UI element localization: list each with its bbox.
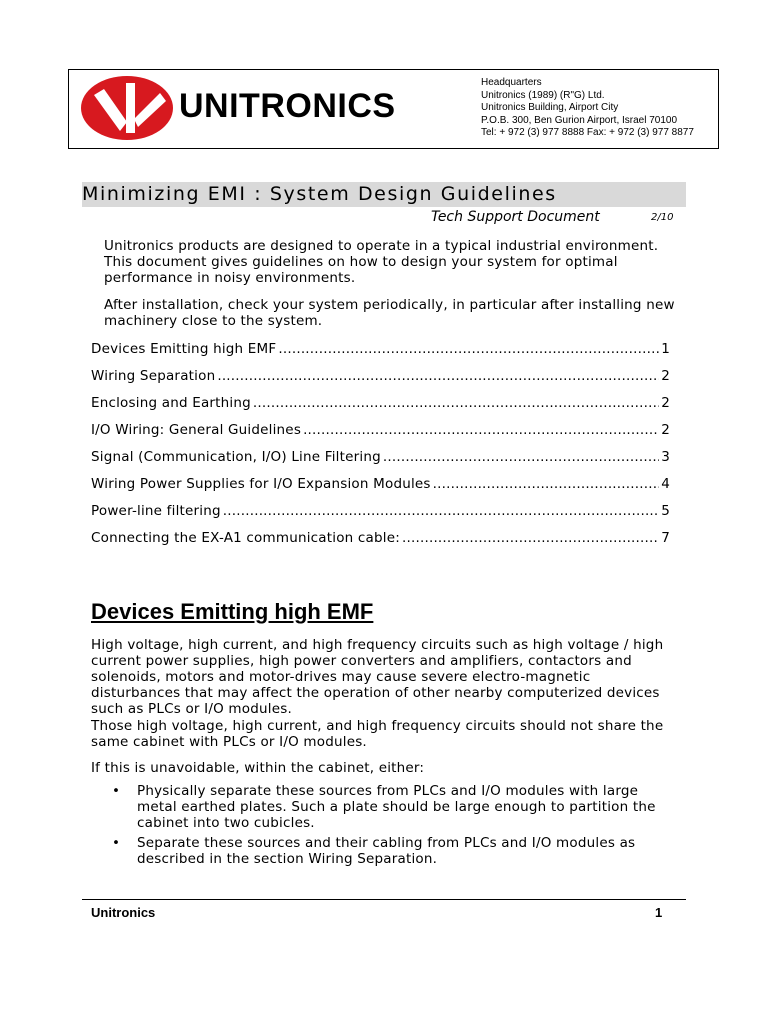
hq-line: Headquarters [481,77,542,88]
section-paragraph: If this is unavoidable, within the cabinet, either: [91,760,425,776]
bullet-list [112,783,682,871]
toc-leader [303,422,659,438]
toc-leader [433,476,660,492]
hq-line: P.O.B. 300, Ben Gurion Airport, Israel 70100 [481,114,678,126]
toc-entry[interactable] [91,395,670,422]
toc-entry-title: Devices Emitting high EMF [91,341,277,357]
section-heading: Devices Emitting high EMF [91,599,374,624]
toc-entry[interactable] [91,476,670,503]
hq-line: Tel: + 972 (3) 977 8888 Fax: + 972 (3) 977 8877 [481,127,694,138]
toc-leader [402,530,659,546]
toc-leader [383,449,659,465]
toc-entry[interactable] [91,422,670,449]
bullet-icon: • [112,835,121,851]
letterhead [68,69,719,149]
toc-entry-title: Wiring Separation [91,368,216,384]
toc-leader [223,503,659,519]
list-item [112,783,682,831]
footer-divider [82,899,686,900]
hq-line: Unitronics (1989) (R"G) Ltd. [481,89,605,101]
intro-paragraph: Unitronics products are designed to operate in a typical industrial environment. This document gives guidelines on how to design your system for optimal performance in noisy environments. [104,238,659,286]
toc-entry[interactable] [91,449,670,476]
list-item-text: Separate these sources and their cabling from PLCs and I/O modules as described in the section Wiring Separation. [137,835,636,867]
toc-entry-page: 2 [661,368,670,384]
toc-entry-page: 4 [661,476,670,492]
footer-page-number: 1 [655,905,663,920]
table-of-contents [91,341,670,557]
bullet-icon: • [112,783,121,799]
toc-entry-title: Power-line filtering [91,503,221,519]
intro-paragraph: After installation, check your system periodically, in particular after installing new machinery close to the system. [104,297,675,329]
toc-entry-page: 2 [661,422,670,438]
toc-entry[interactable] [91,530,670,557]
toc-entry-page: 3 [661,449,670,465]
section-paragraph: High voltage, high current, and high frequency circuits such as high voltage / high current power supplies, high power converters and amplifiers, contactors and solenoids, motors and motor-drives may cause severe electro-magnetic disturbances that may affect the operation of other nearby computerized devices such as PLCs or I/O modules. [91,637,664,717]
toc-entry[interactable] [91,503,670,530]
hq-line: Unitronics Building, Airport City [481,102,619,113]
toc-entry-title: I/O Wiring: General Guidelines [91,422,302,438]
page-counter: 2/10 [651,212,674,223]
toc-entry-title: Enclosing and Earthing [91,395,251,411]
toc-entry-title: Connecting the EX-A1 communication cable: [91,530,400,546]
list-item [112,835,682,867]
section-paragraph: Those high voltage, high current, and high frequency circuits should not share the same cabinet with PLCs or I/O modules. [91,718,664,750]
toc-entry-page: 7 [661,530,670,546]
toc-leader [278,341,659,357]
toc-leader [253,395,659,411]
toc-entry-page: 5 [661,503,670,519]
document-subtitle: Tech Support Document [431,209,600,225]
toc-entry[interactable] [91,341,670,368]
toc-entry[interactable] [91,368,670,395]
toc-entry-page: 2 [661,395,670,411]
toc-leader [217,368,659,384]
footer-company: Unitronics [91,905,156,920]
headquarters-address [481,77,694,140]
document-title: Minimizing EMI : System Design Guidelines [82,183,557,205]
toc-entry-page: 1 [661,341,670,357]
unitronics-logo-icon [80,75,174,141]
list-item-text: Physically separate these sources from PLCs and I/O modules with large metal earthed plates. Such a plate should be large enough to partition the cabinet into two cubicles. [137,783,656,831]
toc-entry-title: Signal (Communication, I/O) Line Filtering [91,449,381,465]
document-title-bar [82,182,686,207]
toc-entry-title: Wiring Power Supplies for I/O Expansion Modules [91,476,431,492]
company-logo-text: UNITRONICS [179,87,396,125]
